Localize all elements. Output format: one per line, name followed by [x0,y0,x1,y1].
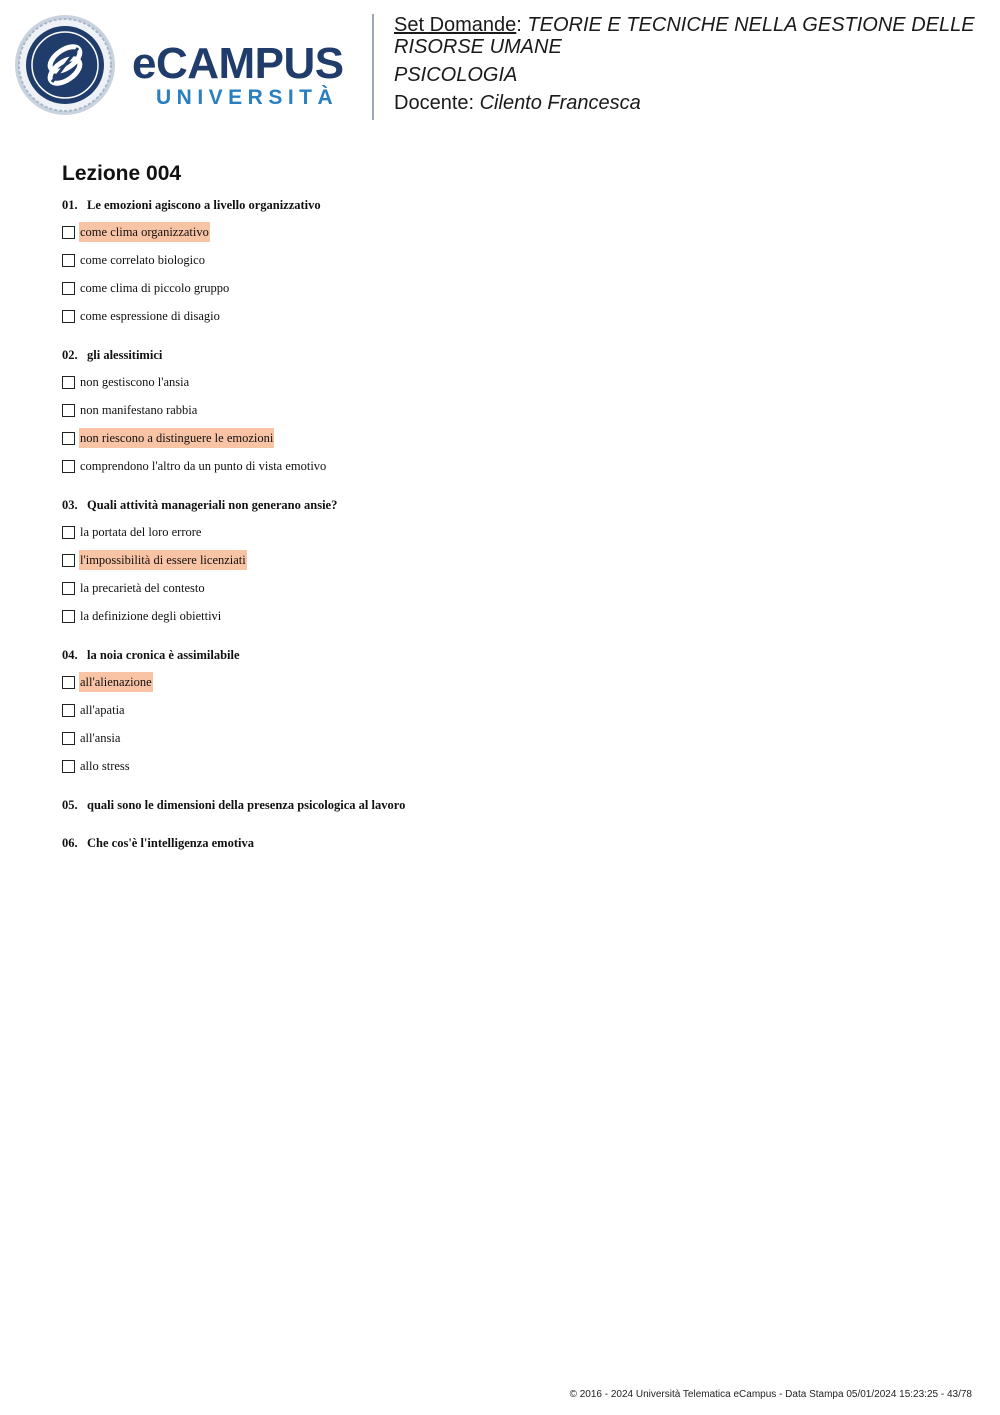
answer-checkbox[interactable] [62,254,75,267]
answer-text: la precarietà del contesto [80,581,205,595]
question-label: Le emozioni agiscono a livello organizzativo [87,198,321,212]
answer-option[interactable] [62,372,942,392]
answer-checkbox[interactable] [62,582,75,595]
question-label: la noia cronica è assimilabile [87,648,240,662]
docente-line [394,91,984,115]
answer-option[interactable] [62,578,942,598]
answer-option[interactable] [62,522,942,542]
question-text [62,796,942,814]
lesson-title: Lezione 004 [62,162,182,185]
header-divider [372,14,374,120]
answer-option[interactable] [62,428,942,448]
question-number: 02. [62,348,78,362]
docente-label: Docente: [394,92,480,114]
answer-option[interactable] [62,250,942,270]
question-number: 06. [62,836,78,850]
answer-checkbox[interactable] [62,460,75,473]
answer-text: l'impossibilità di essere licenziati [79,550,247,570]
answer-text: come clima di piccolo gruppo [80,281,230,295]
header-info [394,14,984,115]
page-footer: © 2016 - 2024 Università Telematica eCampus - Data Stampa 05/01/2024 15:23:25 - 43/78 [569,1389,972,1400]
question-item [62,496,942,626]
question-number: 04. [62,648,78,662]
question-item [62,196,942,326]
answer-checkbox[interactable] [62,676,75,689]
answer-checkbox[interactable] [62,226,75,239]
answer-text: come correlato biologico [80,253,205,267]
answer-option[interactable] [62,456,942,476]
answer-text: all'apatia [80,703,125,717]
answer-checkbox[interactable] [62,732,75,745]
question-label: Quali attività manageriali non generano ansie? [87,498,338,512]
question-item [62,646,942,776]
set-title-line1: TEORIE E TECNICHE NELLA GESTIONE DELLE [527,14,975,36]
answer-checkbox[interactable] [62,760,75,773]
answer-option[interactable] [62,550,942,570]
set-separator: : [516,14,528,36]
answer-checkbox[interactable] [62,282,75,295]
answer-text: la definizione degli obiettivi [80,609,222,623]
answer-text: all'alienazione [79,672,153,692]
set-title-line2: RISORSE UMANE [394,36,562,58]
answer-text: non gestiscono l'ansia [80,375,190,389]
question-number: 03. [62,498,78,512]
question-item [62,346,942,476]
answer-option[interactable] [62,756,942,776]
question-text [62,346,942,364]
answer-text: non riescono a distinguere le emozioni [79,428,274,448]
answer-checkbox[interactable] [62,310,75,323]
answer-option[interactable] [62,606,942,626]
answer-checkbox[interactable] [62,376,75,389]
question-text [62,196,942,214]
answer-text: la portata del loro errore [80,525,202,539]
question-label: gli alessitimici [87,348,163,362]
answer-text: come clima organizzativo [79,222,210,242]
answer-checkbox[interactable] [62,404,75,417]
question-text [62,646,942,664]
logo-main-text: eCAMPUS [132,39,344,88]
answer-text: all'ansia [80,731,121,745]
answer-option[interactable] [62,728,942,748]
answer-text: come espressione di disagio [80,309,220,323]
question-label: Che cos'è l'intelligenza emotiva [87,836,254,850]
answer-checkbox[interactable] [62,610,75,623]
answer-checkbox[interactable] [62,432,75,445]
ecampus-wordmark [132,40,357,112]
answer-option[interactable] [62,400,942,420]
answer-text: non manifestano rabbia [80,403,198,417]
answer-option[interactable] [62,306,942,326]
question-item [62,834,942,852]
question-item [62,796,942,814]
question-list [62,196,942,872]
question-text [62,496,942,514]
answer-checkbox[interactable] [62,704,75,717]
answer-text: allo stress [80,759,130,773]
logo-sub-text: UNIVERSITÀ [156,86,339,109]
ecampus-seal-logo [14,14,116,116]
answer-checkbox[interactable] [62,554,75,567]
question-number: 05. [62,798,78,812]
answer-text: comprendono l'altro da un punto di vista emotivo [80,459,327,473]
answer-option[interactable] [62,700,942,720]
answer-checkbox[interactable] [62,526,75,539]
question-text [62,834,942,852]
set-title-line [394,14,984,36]
docente-name: Cilento Francesca [479,92,641,114]
answer-option[interactable] [62,278,942,298]
set-label: Set Domande [394,14,517,36]
answer-option[interactable] [62,672,942,692]
question-label: quali sono le dimensioni della presenza psicologica al lavoro [87,798,406,812]
course-name: PSICOLOGIA [394,64,518,86]
question-number: 01. [62,198,78,212]
answer-option[interactable] [62,222,942,242]
